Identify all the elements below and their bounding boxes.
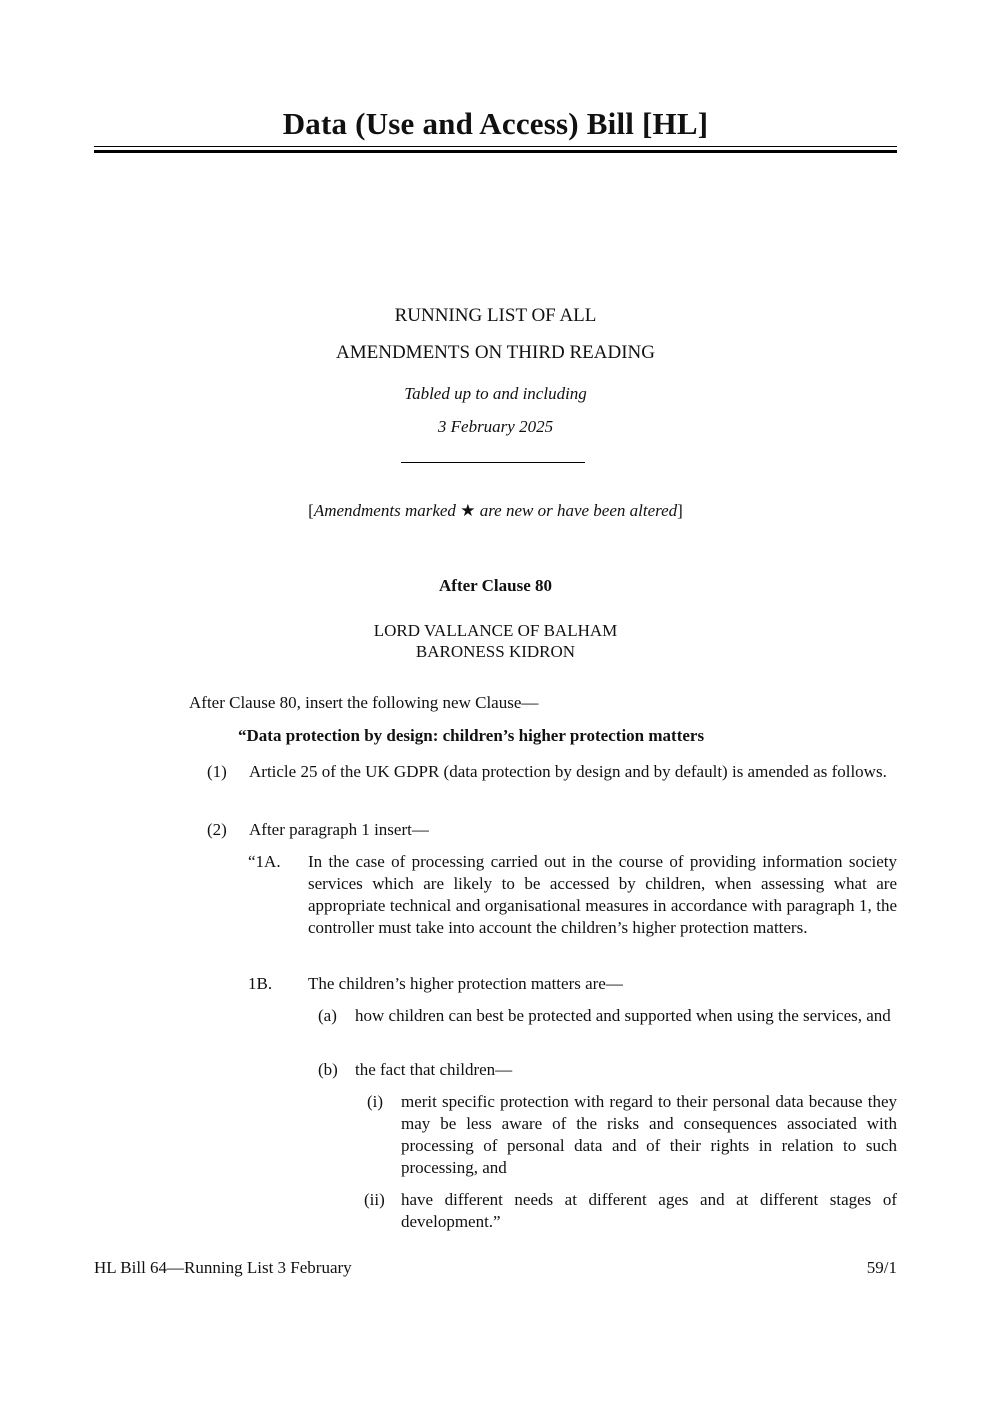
tabled-text: Tabled up to and including bbox=[404, 384, 587, 403]
note-text-before: Amendments marked bbox=[313, 501, 461, 520]
amendment-heading: After Clause 80 bbox=[439, 576, 552, 595]
subsection-number: (1) bbox=[207, 762, 227, 781]
subsection-text: Article 25 of the UK GDPR (data protection by design and by default) is amended as follows. bbox=[249, 762, 887, 781]
tabled-date: 3 February 2025 bbox=[437, 417, 554, 436]
subitem-text: merit specific protection with regard to their personal data because they may be less aware of the risks and consequences associated with processing of personal data and of their rights in relation to such processing, and bbox=[401, 1092, 897, 1177]
running-list-line-2: AMENDMENTS ON THIRD READING bbox=[336, 342, 655, 363]
running-list-line-1: RUNNING LIST OF ALL bbox=[394, 305, 597, 326]
item-text: how children can best be protected and supported when using the services, and bbox=[355, 1006, 891, 1025]
paragraph-text: In the case of processing carried out in the course of providing information society services which are likely to be accessed by children, when assessing what are appropriate technical and organisational measures in accordance with paragraph 1, the controller must take into account the children’s higher protection matters. bbox=[308, 852, 897, 937]
note-bracket-open: [ bbox=[308, 501, 314, 520]
item-letter: (a) bbox=[318, 1006, 337, 1025]
footer-page-number: 59/1 bbox=[866, 1258, 897, 1277]
paragraph-number: 1B. bbox=[248, 974, 273, 993]
sponsor-name: LORD VALLANCE OF BALHAM bbox=[373, 621, 618, 640]
paragraph-text: The children’s higher protection matters are— bbox=[308, 974, 623, 993]
subsection-text: After paragraph 1 insert— bbox=[249, 820, 429, 839]
new-clause-title: “Data protection by design: children’s higher protection matters bbox=[238, 726, 705, 745]
paragraph-number: “1A. bbox=[248, 852, 281, 871]
separator-rule bbox=[401, 462, 585, 463]
subitem-text: have different needs at different ages and at different stages of development.” bbox=[401, 1190, 897, 1231]
note-bracket-close: ] bbox=[677, 501, 683, 520]
star-icon: ★ bbox=[460, 501, 476, 520]
item-letter: (b) bbox=[318, 1060, 338, 1079]
note-text-after: are new or have been altered bbox=[475, 501, 678, 520]
amendment-intro: After Clause 80, insert the following new Clause— bbox=[189, 693, 539, 712]
bill-title: Data (Use and Access) Bill [HL] bbox=[282, 106, 709, 141]
subsection-number: (2) bbox=[207, 820, 227, 839]
subitem-numeral: (ii) bbox=[364, 1190, 385, 1209]
item-text: the fact that children— bbox=[355, 1060, 513, 1079]
amendments-note bbox=[0, 501, 991, 521]
title-rule-thick bbox=[94, 150, 897, 153]
subitem-numeral: (i) bbox=[367, 1092, 384, 1111]
footer-bill-reference: HL Bill 64—Running List 3 February bbox=[94, 1258, 352, 1277]
sponsor-name: BARONESS KIDRON bbox=[415, 642, 576, 661]
title-rule-thin bbox=[94, 146, 897, 147]
